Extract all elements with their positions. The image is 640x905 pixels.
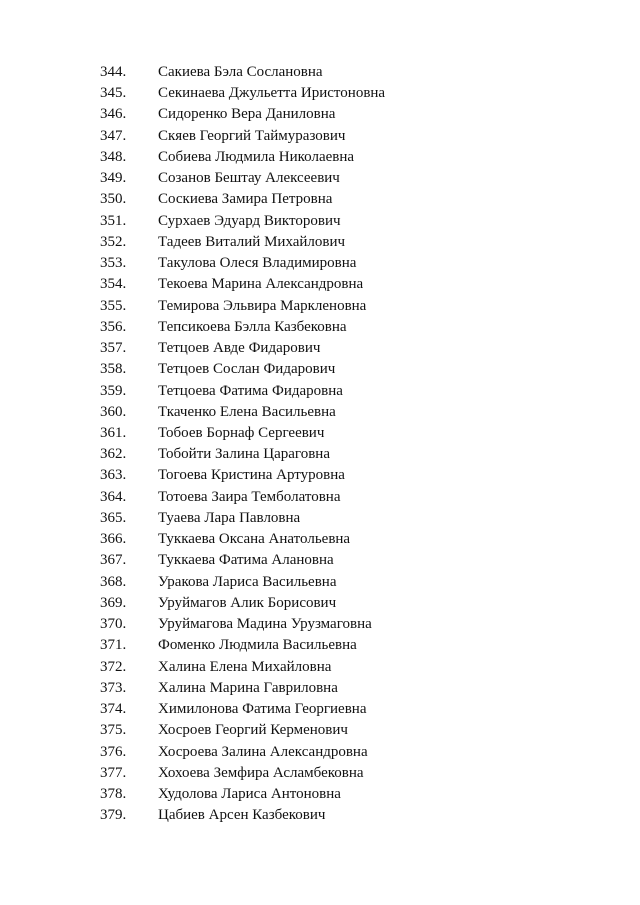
name-list [0,62,640,826]
entry-number: 366. [100,531,127,548]
list-item [0,508,640,529]
list-item [0,763,640,784]
entry-name: Хосроева Залина Александровна [158,743,368,760]
entry-name: Худолова Лариса Антоновна [158,785,341,802]
entry-number: 348. [100,148,127,165]
entry-name: Тетцоев Сослан Фидарович [158,361,336,378]
list-item [0,381,640,402]
list-item [0,678,640,699]
entry-number: 368. [100,573,127,590]
entry-name: Тотоева Заира Темболатовна [158,488,341,505]
entry-name: Сакиева Бэла Сослановна [158,64,323,80]
entry-number: 375. [100,722,127,739]
list-item [0,189,640,210]
entry-number: 345. [100,85,127,102]
list-item [0,338,640,359]
list-item [0,423,640,444]
list-item [0,635,640,656]
entry-number: 362. [100,446,127,463]
entry-number: 371. [100,637,127,654]
entry-number: 355. [100,297,127,314]
entry-number: 373. [100,679,127,696]
entry-name: Сурхаев Эдуард Викторович [158,212,341,229]
list-item [0,147,640,168]
entry-number: 364. [100,488,127,505]
entry-name: Такулова Олеся Владимировна [158,255,357,272]
list-item [0,402,640,423]
list-item [0,232,640,253]
entry-name: Тетцоева Фатима Фидаровна [158,382,343,399]
entry-number: 351. [100,212,127,229]
entry-number: 377. [100,764,127,781]
entry-name: Созанов Бештау Алексеевич [158,170,340,187]
entry-number: 376. [100,743,127,760]
entry-number: 353. [100,255,127,272]
entry-name: Тобойти Залина Цараговна [158,446,330,463]
entry-number: 372. [100,658,127,675]
list-item [0,317,640,338]
entry-name: Скяев Георгий Таймуразович [158,127,346,144]
entry-number: 359. [100,382,127,399]
list-item [0,614,640,635]
entry-number: 360. [100,403,127,420]
entry-name: Химилонова Фатима Георгиевна [158,701,367,718]
entry-number: 350. [100,191,127,208]
entry-name: Хосроев Георгий Керменович [158,722,348,739]
entry-name: Тепсикоева Бэлла Казбековна [158,318,347,335]
entry-number: 367. [100,552,127,569]
entry-name: Халина Марина Гавриловна [158,679,338,696]
list-item [0,720,640,741]
entry-name: Уруймагов Алик Борисович [158,594,337,611]
entry-name: Халина Елена Михайловна [158,658,332,675]
list-item [0,83,640,104]
entry-name: Фоменко Людмила Васильевна [158,637,357,654]
entry-number: 378. [100,785,127,802]
list-item [0,593,640,614]
entry-number: 370. [100,616,127,633]
entry-number: 356. [100,318,127,335]
entry-name: Ткаченко Елена Васильевна [158,403,336,420]
entry-name: Туккаева Фатима Алановна [158,552,334,569]
list-item [0,784,640,805]
entry-name: Текоева Марина Александровна [158,276,364,293]
entry-number: 363. [100,467,127,484]
entry-name: Сидоренко Вера Даниловна [158,106,336,123]
entry-name: Собиева Людмила Николаевна [158,148,355,165]
entry-name: Секинаева Джульетта Иристоновна [158,85,386,102]
entry-number: 358. [100,361,127,378]
entry-name: Тобоев Борнаф Сергеевич [158,424,325,441]
list-item [0,487,640,508]
entry-number: 361. [100,424,127,441]
entry-name: Цабиев Арсен Казбекович [158,807,326,824]
list-item [0,444,640,465]
list-item [0,104,640,125]
list-item [0,805,640,826]
entry-name: Темирова Эльвира Маркленовна [158,297,367,314]
list-item [0,572,640,593]
entry-name: Туаева Лара Павловна [158,509,301,526]
list-item [0,529,640,550]
entry-number: 349. [100,170,127,187]
list-item [0,465,640,486]
list-item [0,62,640,83]
entry-number: 352. [100,233,127,250]
list-item [0,550,640,571]
list-item [0,126,640,147]
list-item [0,359,640,380]
entry-number: 379. [100,807,127,824]
entry-number: 369. [100,594,127,611]
list-item [0,296,640,317]
entry-number: 365. [100,509,127,526]
entry-name: Тадеев Виталий Михайлович [158,233,346,250]
entry-name: Туккаева Оксана Анатольевна [158,531,351,548]
list-item [0,274,640,295]
entry-number: 357. [100,340,127,357]
list-item [0,253,640,274]
entry-name: Соскиева Замира Петровна [158,191,333,208]
entry-number: 344. [100,64,127,80]
entry-name: Тогоева Кристина Артуровна [158,467,345,484]
entry-number: 354. [100,276,127,293]
entry-number: 347. [100,127,127,144]
entry-name: Хохоева Земфира Асламбековна [158,764,364,781]
list-item [0,699,640,720]
entry-name: Уруймагова Мадина Урузмаговна [158,616,372,633]
entry-name: Тетцоев Авде Фидарович [158,340,321,357]
entry-number: 374. [100,701,127,718]
entry-number: 346. [100,106,127,123]
entry-name: Уракова Лариса Васильевна [158,573,337,590]
list-item [0,657,640,678]
list-item [0,168,640,189]
list-item [0,742,640,763]
list-item [0,211,640,232]
